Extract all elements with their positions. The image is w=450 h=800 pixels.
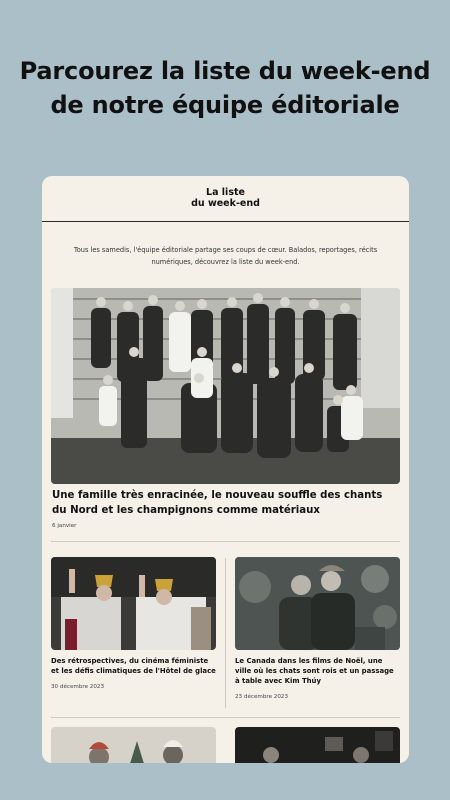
article-tile-image[interactable]: [51, 727, 216, 763]
promo-headline: [0, 54, 450, 122]
article-tile-date: 30 décembre 2023: [51, 684, 105, 690]
article-tile-date: 23 décembre 2023: [235, 694, 289, 700]
card-title-line-2: du week-end: [191, 198, 260, 209]
feature-article-title[interactable]: Une famille très enracinée, le nouveau souffle des chants du Nord et les champignons comme matériaux: [52, 490, 383, 516]
feature-article-date: 6 janvier: [52, 523, 77, 529]
divider: [51, 541, 400, 542]
card-header: [42, 176, 409, 222]
article-tile-image[interactable]: [235, 557, 400, 650]
divider: [225, 558, 226, 708]
intro-text: Tous les samedis, l'équipe éditoriale partage ses coups de cœur. Balados, reportages, récits numériques, découvrez la liste du week-end.: [73, 246, 378, 266]
article-tile[interactable]: [51, 557, 216, 690]
headline-line-2: de notre équipe éditoriale: [50, 91, 400, 119]
article-tile[interactable]: [235, 557, 400, 700]
feature-article-image[interactable]: [51, 288, 400, 484]
article-tile-image[interactable]: [51, 557, 216, 650]
divider: [51, 717, 400, 718]
headline-line-1: Parcourez la liste du week-end: [19, 57, 431, 85]
weekend-list-card: [42, 176, 409, 763]
card-title-line-1: La liste: [206, 187, 245, 198]
article-tile-title[interactable]: Des rétrospectives, du cinéma féministe et les défis climatiques de l'Hôtel de glace: [51, 657, 216, 675]
article-tile-image[interactable]: [235, 727, 400, 763]
article-tile-title[interactable]: Le Canada dans les films de Noël, une ville où les chats sont rois et un passage à table avec Kim Thúy: [235, 657, 394, 685]
